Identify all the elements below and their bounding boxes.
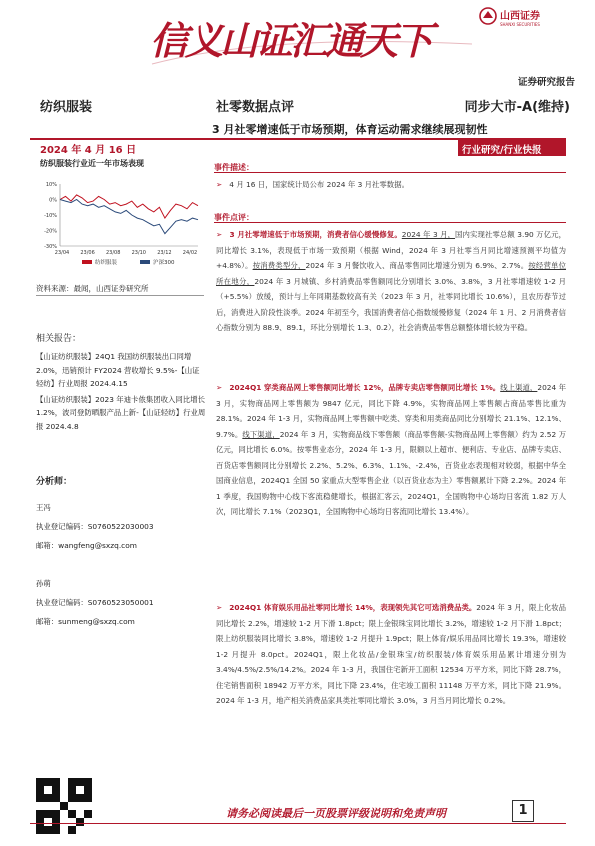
bullet-icon: ➢ bbox=[216, 180, 223, 189]
analyst-email[interactable]: 邮箱：wangfeng@sxzq.com bbox=[36, 541, 137, 550]
event-rule bbox=[214, 172, 566, 173]
company-logo bbox=[478, 6, 578, 28]
y-tick-label: -10% bbox=[44, 213, 57, 219]
legend-label: 纺织服装 bbox=[95, 260, 118, 266]
y-tick-label: -30% bbox=[44, 244, 57, 250]
logo-en: SHANXI SECURITIES bbox=[500, 22, 540, 27]
x-tick-label: 23/06 bbox=[80, 250, 95, 256]
series-line bbox=[60, 195, 198, 218]
analyst-name: 孙萌 bbox=[36, 579, 51, 588]
related-report-link[interactable]: 【山证纺织服装】2023 年迪卡侬集团收入同比增长 1.2%，波司登防晒服产品上新-【山证轻纺】行业周报 2024.4.8 bbox=[36, 394, 206, 431]
headline: 3 月社零增速低于市场预期，体育运动需求继续展现韧性 bbox=[212, 123, 488, 136]
banner-text: 信义山证汇通天下 bbox=[150, 18, 431, 63]
y-tick-label: 10% bbox=[45, 182, 57, 188]
chart-source: 资料来源：最闻，山西证券研究所 bbox=[36, 284, 149, 293]
report-date: 2024 年 4 月 16 日 bbox=[40, 145, 137, 156]
x-tick-label: 23/04 bbox=[54, 250, 70, 256]
x-tick-label: 23/08 bbox=[105, 250, 121, 256]
logo-name: 山西证券 bbox=[500, 11, 540, 22]
rating: 同步大市-A(维持) bbox=[464, 100, 570, 115]
analyst-cert: 执业登记编码：S0760522030003 bbox=[36, 522, 154, 531]
legend-swatch bbox=[82, 260, 92, 264]
bullet-icon: ➢ bbox=[216, 603, 223, 612]
paragraph-sports: ➢ 2024Q1 体育娱乐用品社零同比增长 14%，表现领先其它可选消费品类。2024 年 3 月，限上化妆品同比增长 2.2%，增速较 1-2 月下滑 1.8pct；限上金银珠宝同比增长 3.2%，增速较 1-2 月下滑 1.8pct；限上纺织服装同比增长 3.8%，增速较 1-2 月提升 1.9pct；限上体育/娱乐用品同比增长 19.3%，增速较 1-2 月提升 8.0pct。2024Q1，限上化妆品/金银珠宝/纺织服装/体育娱乐用品累计增速分别为 3.4%/4.5%/2.5%/14.2%。2024 年 1-3 月，我国住宅新开工面积 12534 万平方米，同比下降 28.7%，住宅销售面积 18942 万平方米，同比下降 23.4%，住宅竣工面积 11148 万平方米，同比下降 21.9%。2024 年 1-3 月，地产相关消费品家具类社零同比增长 3.0%，3 月当月同比增长 0.2%。 bbox=[216, 603, 566, 705]
analyst-cert: 执业登记编码：S0760523050001 bbox=[36, 598, 154, 607]
industry-name: 纺织服装 bbox=[40, 100, 93, 115]
report-category: 行业研究/行业快报 bbox=[462, 145, 542, 156]
analyst-email[interactable]: 邮箱：sunmeng@sxzq.com bbox=[36, 617, 135, 626]
x-tick-label: 23/10 bbox=[131, 250, 147, 256]
y-tick-label: -20% bbox=[44, 228, 57, 235]
x-tick-label: 24/02 bbox=[182, 250, 198, 256]
related-reports-title: 相关报告： bbox=[36, 334, 82, 344]
paragraph-retail: ➢ 3 月社零增速低于市场预期，消费者信心缓慢修复。2024 年 3 月，国内实现社零总额 3.90 万亿元，同比增长 3.1%，表现低于市场一致预期（根据 Wind，2024 年 3 月社零当月同比增速预测平均值为+4.8%）。按消费类型分，2024 年 3 月餐饮收入、商品零售同比增速分别为 6.9%、2.7%。按经营单位所在地分，2024 年 3 月城镇、乡村消费品零售额同比分别增长 3.0%、3.8%，3 月社零增速较 1-2 月（+5.5%）放缓，预计与上年同期基数较高有关（2023 年 3 月，社零同比增长 10.6%），且农历春节过后，消费进入阶段性淡季。2024 年初至今，我国消费者信心指数缓慢修复（2024 年 1 月、2 月消费者信心指数分别为 88.9、89.1，环比分别增长 1.3、0.2），社会消费品零售总额整体增长较为平稳。 bbox=[216, 230, 567, 332]
y-tick-label: 0% bbox=[49, 197, 57, 204]
left-divider bbox=[36, 295, 204, 296]
report-type: 证券研究报告 bbox=[517, 77, 575, 88]
related-reports bbox=[36, 350, 206, 433]
event-text: ➢ 4 月 16 日，国家统计局公布 2024 年 3 月社零数据。 bbox=[216, 180, 409, 189]
disclaimer[interactable]: 请务必阅读最后一页股票评级说明和免责声明 bbox=[226, 807, 446, 820]
analyst-name: 王冯 bbox=[36, 503, 51, 512]
report-kind: 社零数据点评 bbox=[216, 100, 295, 115]
bullet-icon: ➢ bbox=[216, 383, 223, 392]
page-number: 1 bbox=[512, 800, 534, 822]
market-performance-chart bbox=[34, 174, 204, 274]
legend-swatch bbox=[140, 260, 150, 264]
legend-label: 沪深300 bbox=[153, 260, 175, 266]
footer-rule bbox=[30, 823, 566, 824]
bullet-icon: ➢ bbox=[216, 230, 223, 239]
comment-title: 事件点评： bbox=[214, 213, 254, 222]
chart-title: 纺织服装行业近一年市场表现 bbox=[40, 159, 144, 168]
analyst-title: 分析师： bbox=[36, 477, 73, 487]
x-tick-label: 23/12 bbox=[157, 250, 172, 256]
event-title: 事件描述： bbox=[214, 163, 254, 172]
qr-code bbox=[36, 778, 104, 846]
paragraph-online: ➢ 2024Q1 穿类商品网上零售额同比增长 12%，品牌专卖店零售额同比增长 1%。线上渠道，2024 年 3 月，实物商品网上零售额为 9847 亿元，同比下降 4.9%，实物商品网上零售额占商品零售比重为 28.1%。2024 年 1-3 月，实物商品网上零售额中吃类、穿类和用类商品同比分别增长 21.1%、12.1%、9.7%。线下渠道，2024 年 3 月，实物商品线下零售额（商品零售额-实物商品网上零售额）约为 2.52 万亿元，同比增长 6.0%。按零售业态分，2024 年 1-3 月，限额以上超市、便利店、专业店、品牌专卖店、百货店零售额同比分别增长 2.2%、5.2%、6.3%、1.1%、-2.4%，百货业态表现相对较弱，根据中华全国商业信息，2024Q1 全国 50 家重点大型零售企业（以百货业态为主）零售额累计下降 2.2%。2024 年 1 季度，我国购物中心线下客流稳健增长，根据汇客云，2024Q1，全国购物中心场均日客流 1.82 万人次，同比增长 7.1%（2023Q1，全国购物中心场均日客流同比增长 13.4%）。 bbox=[216, 383, 566, 516]
comment-rule bbox=[214, 222, 566, 223]
header-banner bbox=[148, 14, 476, 70]
related-report-link[interactable]: 【山证纺织服装】24Q1 我国纺织服装出口同增 2.0%，迅销预计 FY2024 营收增长 9.5%-【山证轻纺】行业周报 2024.4.15 bbox=[36, 352, 200, 388]
